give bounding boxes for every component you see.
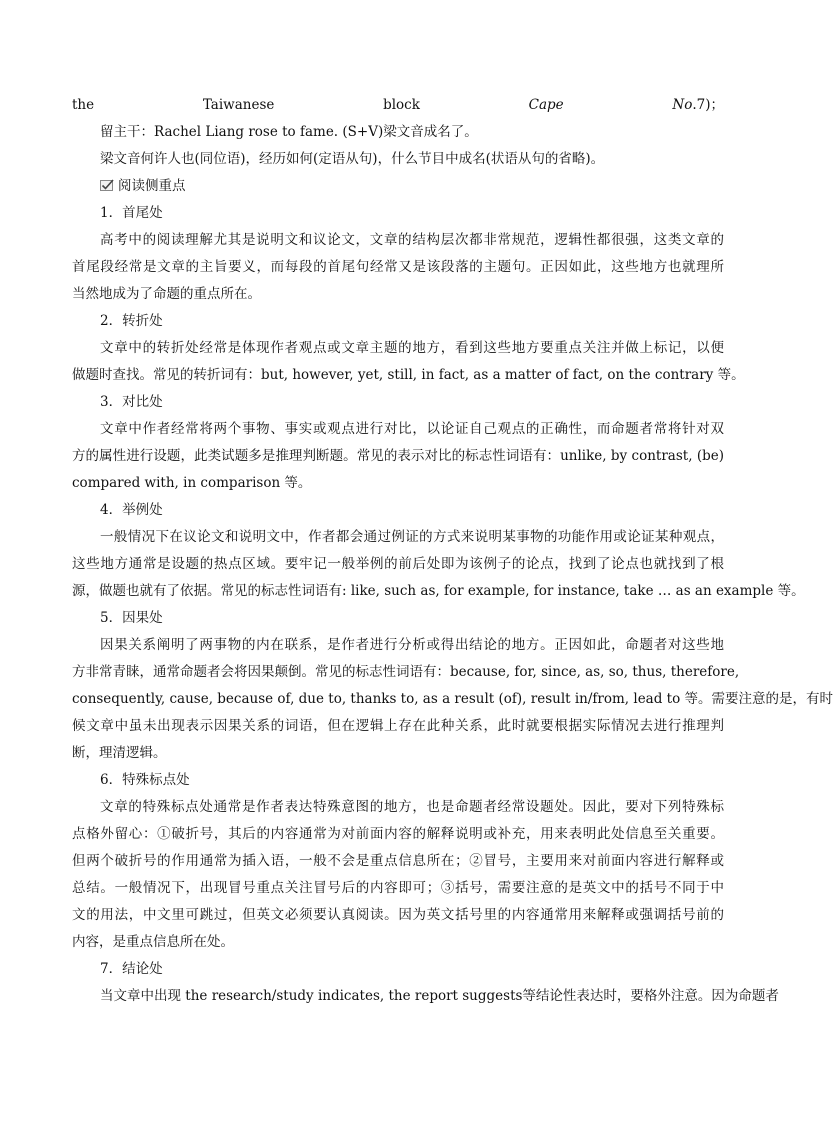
paragraph-line: 但两个破折号的作用通常为插入语，一般不会是重点信息所在；②冒号，主要用来对前面内容进行解释或	[72, 853, 724, 869]
checkmark-note-icon	[100, 179, 114, 191]
paragraph-line: 总结。一般情况下，出现冒号重点关注冒号后的内容即可；③括号，需要注意的是英文中的括号不同于中	[72, 880, 724, 896]
paragraph-line: 文的用法，中文里可跳过，但英文必须要认真阅读。因为英文括号里的内容通常用来解释或强调括号前的	[72, 907, 724, 923]
list-item	[72, 389, 724, 497]
paragraph-line: 当文章中出现 the research/study indicates, the report suggests等结论性表达时，要格外注意。因为命题者	[100, 988, 779, 1004]
list-item	[72, 767, 724, 956]
paragraph-line: 源，做题也就有了依据。常见的标志性词语有: like, such as, for example, for instance, take … as an example 等。	[72, 583, 805, 599]
intro-line-1: the Taiwanese block Cape No.7)；	[72, 97, 724, 113]
paragraph-line: 文章的特殊标点处通常是作者表达特殊意图的地方，也是命题者经常设题处。因此，要对下列特殊标	[100, 799, 724, 815]
paragraph-line: 一般情况下在议论文和说明文中，作者都会通过例证的方式来说明某事物的功能作用或论证某种观点，	[100, 529, 724, 545]
intro-line-3: 梁文音何许人也(同位语)，经历如何(定语从句)，什么节目中成名(状语从句的省略)。	[100, 151, 605, 167]
item-heading: 4．举例处	[100, 502, 163, 518]
list-item	[72, 308, 745, 389]
paragraph-line: 首尾段经常是文章的主旨要义，而每段的首尾句经常又是该段落的主题句。正因如此，这些地方也就理所	[72, 259, 724, 275]
item-heading: 5．因果处	[100, 610, 163, 626]
item-heading: 1．首尾处	[100, 205, 163, 221]
paragraph-line: 方非常青睐，通常命题者会将因果颠倒。常见的标志性词语有：because, for, since, as, so, thus, therefore,	[72, 664, 740, 680]
item-list	[72, 200, 833, 1010]
list-item	[72, 200, 724, 308]
paragraph-line: 文章中作者经常将两个事物、事实或观点进行对比，以论证自己观点的正确性，而命题者常将针对双	[100, 421, 724, 437]
italic-title: Cape No	[528, 97, 693, 113]
paragraph-line: compared with, in comparison 等。	[72, 475, 312, 491]
intro-line-2: 留主干：Rachel Liang rose to fame. (S+V)梁文音成名了。	[100, 124, 478, 140]
list-item	[72, 956, 779, 1010]
paragraph-line: 高考中的阅读理解尤其是说明文和议论文，文章的结构层次都非常规范，逻辑性都很强，这类文章的	[100, 232, 724, 248]
section-title: 阅读侧重点	[118, 178, 186, 194]
list-item	[72, 605, 833, 767]
paragraph-line: 断，理清逻辑。	[72, 745, 167, 761]
paragraph-line: 方的属性进行设题，此类试题多是推理判断题。常见的表示对比的标志性词语有：unlike, by contrast, (be)	[72, 448, 724, 464]
document-body	[72, 92, 833, 1010]
paragraph-line: 点格外留心：①破折号，其后的内容通常为对前面内容的解释说明或补充，用来表明此处信息至关重要。	[72, 826, 724, 842]
item-heading: 2．转折处	[100, 313, 163, 329]
paragraph-line: consequently, cause, because of, due to, thanks to, as a result (of), result in/from, lead to 等。需要注意的是，有时	[72, 691, 833, 707]
paragraph-line: 这些地方通常是设题的热点区域。要牢记一般举例的前后处即为该例子的论点，找到了论点也就找到了根	[72, 556, 724, 572]
item-heading: 3．对比处	[100, 394, 163, 410]
list-item	[72, 497, 805, 605]
paragraph-line: 当然地成为了命题的重点所在。	[72, 286, 261, 302]
paragraph-line: 文章中的转折处经常是体现作者观点或文章主题的地方，看到这些地方要重点关注并做上标记，以便	[100, 340, 724, 356]
paragraph-line: 内容，是重点信息所在处。	[72, 934, 234, 950]
item-heading: 7．结论处	[100, 961, 163, 977]
item-heading: 6．特殊标点处	[100, 772, 190, 788]
section-title-row	[72, 173, 724, 200]
paragraph-line: 因果关系阐明了两事物的内在联系，是作者进行分析或得出结论的地方。正因如此，命题者对这些地	[100, 637, 724, 653]
paragraph-line: 候文章中虽未出现表示因果关系的词语，但在逻辑上存在此种关系，此时就要根据实际情况去进行推理判	[72, 718, 724, 734]
paragraph-line: 做题时查找。常见的转折词有：but, however, yet, still, in fact, as a matter of fact, on the contrary 等。	[72, 367, 745, 383]
